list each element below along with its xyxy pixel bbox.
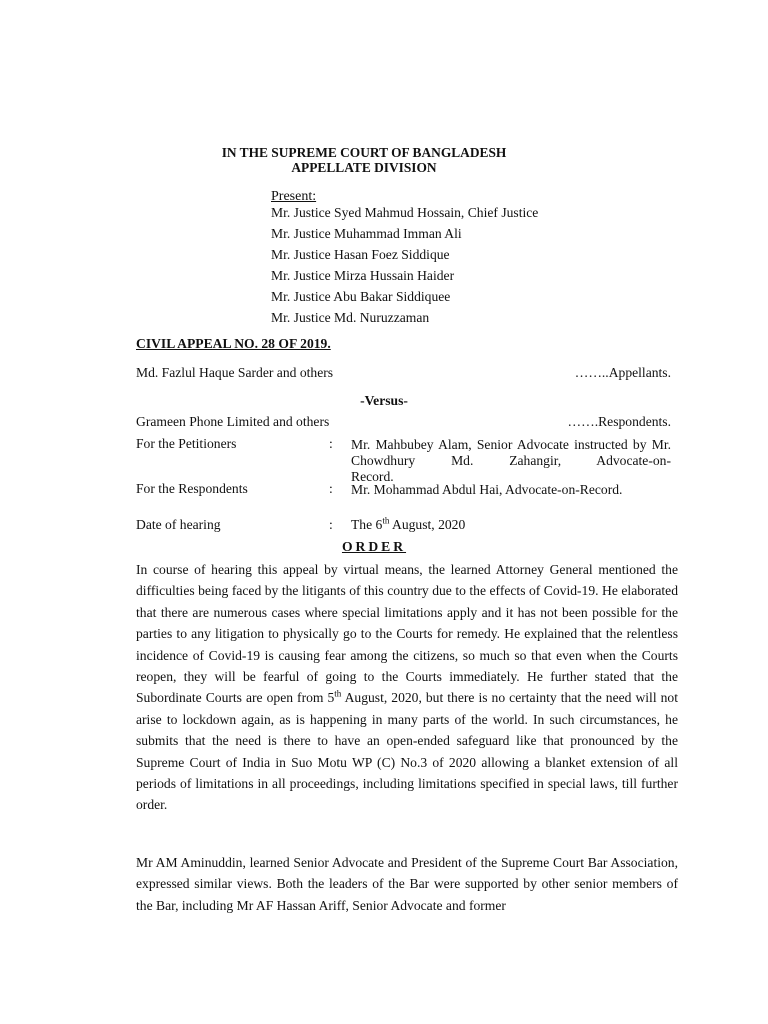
bench-judge: Mr. Justice Muhammad Imman Ali — [271, 226, 462, 241]
bench-judge: Mr. Justice Md. Nuruzzaman — [271, 310, 430, 325]
hearing-date-rest: August, 2020 — [389, 517, 466, 532]
petitioners-counsel: Mr. Mahbubey Alam, Senior Advocate instructed by Mr. Chowdhury Md. Zahangir, Advocate-on- — [351, 437, 671, 468]
court-division: APPELLATE DIVISION — [291, 160, 437, 175]
bench-judge: Mr. Justice Hasan Foez Siddique — [271, 247, 450, 262]
hearing-date-suffix: th — [382, 515, 390, 526]
hearing-date — [351, 517, 671, 533]
ordinal-suffix: th — [334, 688, 342, 699]
order-heading: ORDER — [341, 539, 407, 554]
appellants-role: ……..Appellants. — [574, 365, 671, 380]
colon: : — [329, 436, 333, 451]
order-paragraph — [136, 559, 678, 816]
appellants-row — [136, 365, 671, 381]
order-paragraph: Mr AM Aminuddin, learned Senior Advocate and President of the Supreme Court Bar Association, expressed similar views. Both the leaders of the Bar were supported by other senior members of the Bar, including Mr AF Hassan Ariff, Senior Advocate and former — [136, 855, 678, 913]
respondents-role: …….Respondents. — [567, 414, 671, 429]
hearing-label: Date of hearing — [136, 517, 221, 532]
bench-label: Present: — [271, 189, 317, 204]
bench-judge: Mr. Justice Abu Bakar Siddiquee — [271, 289, 451, 304]
order-paragraph-text: In course of hearing this appeal by virtual means, the learned Attorney General mentioned the difficulties being faced by the litigants of this country due to the effects of Covid-19. He elaborated that there are numerous cases where special limitations apply and it has not been possible for the parties to any litigation to physically go to the Courts for remedy. He explained that the relentless incidence of Covid-19 is causing fear among the citizens, so much so that even when the Courts reopen, they will be fearful of going to the Courts immediately. He further stated that the Subordinate Courts are open from 5 — [136, 562, 678, 706]
respondents-label: For the Respondents — [136, 481, 248, 496]
respondents-counsel: Mr. Mohammad Abdul Hai, Advocate-on-Record. — [351, 482, 623, 497]
respondents-name: Grameen Phone Limited and others — [136, 414, 330, 429]
order-paragraph-text: August, 2020, but there is no certainty that the need will not arise to lockdown again, as is happening in many parts of the world. In such circumstances, he submits that the need is there to have an open-ended safeguard like that pronounced by the Supreme Court of India in Suo Motu WP (C) No.3 of 2020 allowing a blanket extension of all periods of limitations in all proceedings, including limitations specified in special laws, till further order. — [136, 690, 678, 813]
bench-judge: Mr. Justice Syed Mahmud Hossain, Chief Justice — [271, 205, 539, 220]
versus-label: -Versus- — [360, 393, 408, 408]
case-number: CIVIL APPEAL NO. 28 OF 2019. — [136, 336, 331, 351]
petitioners-label: For the Petitioners — [136, 436, 237, 451]
colon: : — [329, 481, 333, 496]
respondents-row — [136, 414, 671, 430]
colon: : — [329, 517, 333, 532]
bench-list — [271, 204, 538, 330]
petitioners-counsel-cont: Record. — [351, 469, 394, 484]
bench-judge: Mr. Justice Mirza Hussain Haider — [271, 268, 455, 283]
appellants-name: Md. Fazlul Haque Sarder and others — [136, 365, 334, 380]
hearing-date-day: The 6 — [351, 517, 383, 532]
court-name: IN THE SUPREME COURT OF BANGLADESH — [221, 145, 507, 160]
